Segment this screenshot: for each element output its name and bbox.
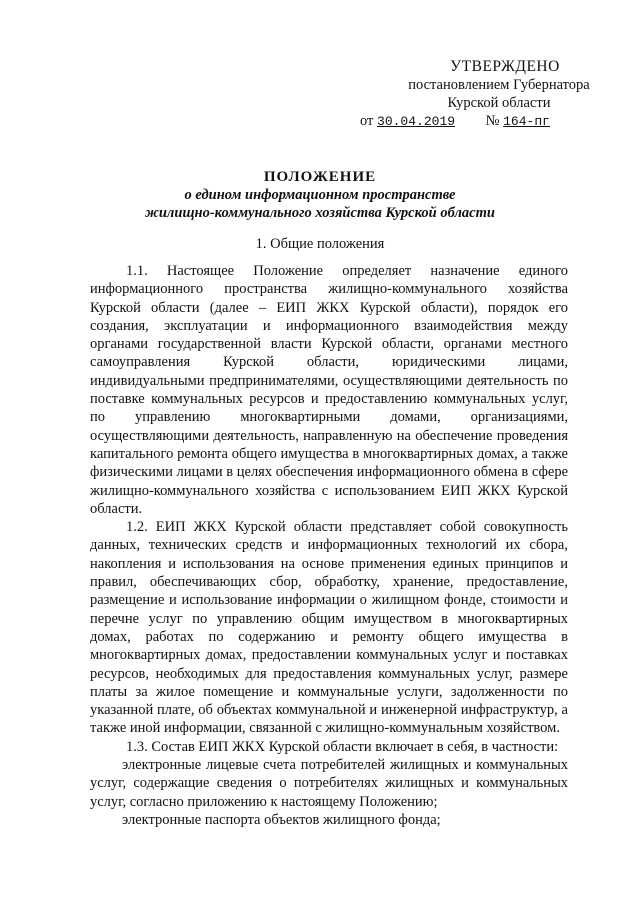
number-label: № — [485, 113, 500, 129]
paragraph-1-1: 1.1. Настоящее Положение определяет назначение единого информационного пространства жилищно-коммунального хозяйства Курской области (далее – ЕИП ЖКХ Курской области), порядок его создания, эксплуатации и информационного взаимодействия между органами государственной власти Курской области, органами местного самоуправления Курской области, юридическими лицами, индивидуальными предпринимателями, осуществляющими деятельность по поставке коммунальных ресурсов и предоставлению коммунальных услуг, по управлению многоквартирными домами, организациями, осуществляющими деятельность, направленную на обеспечение проведения капитального ремонта общего имущества в многоквартирных домах, а также физическими лицами в целях обеспечения информационного обмена в сфере жилищно-коммунального хозяйства с использованием ЕИП ЖКХ Курской области. — [90, 263, 569, 517]
from-label: от — [360, 113, 374, 129]
paragraph-1-2: 1.2. ЕИП ЖКХ Курской области представляет собой совокупность данных, технических средств и информационных технологий их сбора, накопления и использования на основе применения единых принципов и правил, обеспечивающих сбор, обработку, хранение, предоставление, размещение и использование информации о жилищном фонде, стоимости и перечне услуг по управлению общим имуществом в многоквартирных домах, работах по содержанию и ремонту общего имущества в многоквартирных домах, предоставлении коммунальных услуг и поставках ресурсов, необходимых для предоставления коммунальных услуг, размере платы за жилое помещение и коммунальные услуги, задолженности по указанной плате, об объектах коммунальной и инженерной инфраструктур, а также иной информации, связанной с жилищно-коммунальным хозяйством. — [90, 519, 568, 737]
list-item-accounts: электронные лицевые счета потребителей жилищных и коммунальных услуг, содержащие сведения о потребителях жилищных и коммунальных услуг, согласно приложению к настоящему Положению; — [90, 757, 568, 810]
approval-line-1: постановлением Губернатора — [408, 77, 590, 93]
document-subtitle-1: о едином информационном пространстве — [184, 187, 456, 203]
document-heading — [0, 168, 640, 222]
document-title: ПОЛОЖЕНИЕ — [263, 169, 377, 185]
approval-date-number — [360, 112, 610, 131]
document-subtitle-2: жилищно-коммунального хозяйства Курской области — [145, 205, 495, 221]
approval-number: 164-пг — [503, 114, 550, 129]
section-title: 1. Общие положения — [255, 236, 385, 252]
document-body — [90, 262, 568, 829]
approval-line-2: Курской области — [447, 95, 551, 111]
approval-date: 30.04.2019 — [377, 114, 456, 129]
approval-stamp — [360, 58, 610, 131]
approval-title: УТВЕРЖДЕНО — [450, 58, 560, 75]
paragraph-1-3: 1.3. Состав ЕИП ЖКХ Курской области включает в себя, в частности: — [126, 738, 559, 755]
list-item-passports: электронные паспорта объектов жилищного фонда; — [122, 811, 441, 828]
